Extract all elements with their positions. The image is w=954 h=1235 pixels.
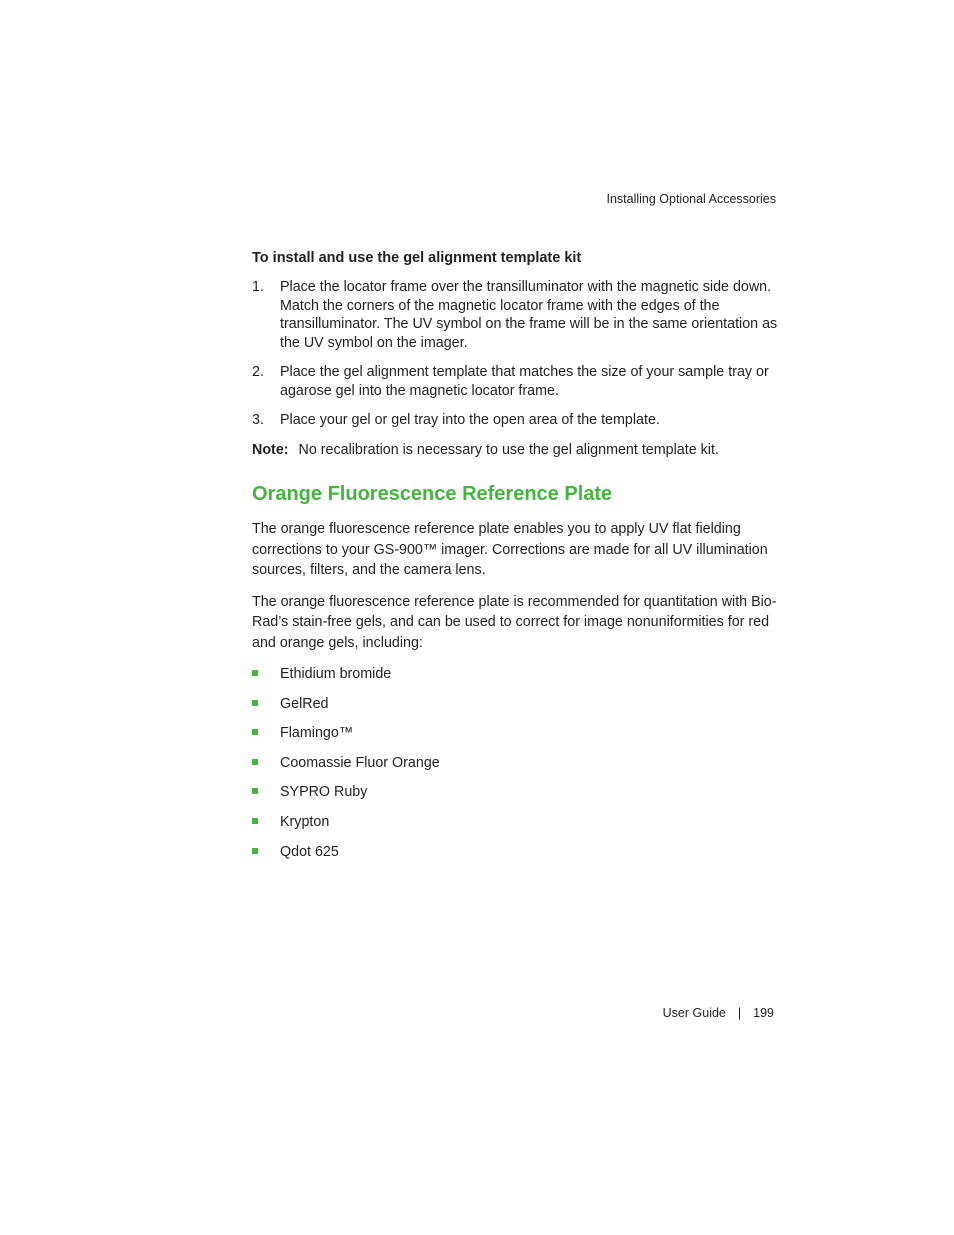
body-paragraph: The orange fluorescence reference plate is recommended for quantitation with Bio-Rad’s stain-free gels, and can be used to correct for image nonuniformities for red and orange gels, including: <box>252 593 777 651</box>
list-item <box>252 754 778 772</box>
list-item-text: Flamingo™ <box>280 725 354 742</box>
footer-separator: | <box>737 1006 742 1020</box>
bullet-square-icon <box>252 729 258 735</box>
list-item <box>252 783 778 801</box>
list-item <box>252 724 778 742</box>
footer-guide-label: User Guide <box>662 1006 726 1020</box>
procedure-steps <box>252 278 778 430</box>
list-item-text: Ethidium bromide <box>280 666 392 682</box>
list-item-text: Krypton <box>280 813 330 830</box>
bullet-square-icon <box>252 670 258 676</box>
bullet-square-icon <box>252 700 258 706</box>
list-item-text: SYPRO Ruby <box>280 784 368 801</box>
note <box>252 441 778 460</box>
stain-list <box>252 665 778 861</box>
list-item-text: Qdot 625 <box>280 843 339 860</box>
running-header: Installing Optional Accessories <box>606 192 776 206</box>
note-text: No recalibration is necessary to use the gel alignment template kit. <box>298 441 719 458</box>
step-number: 1. <box>252 279 264 295</box>
page-number: 199 <box>753 1006 774 1020</box>
list-item <box>252 843 778 861</box>
note-label: Note: <box>252 441 289 458</box>
step-text: Place your gel or gel tray into the open area of the template. <box>280 412 660 428</box>
page-content <box>252 248 778 872</box>
bullet-square-icon <box>252 759 258 765</box>
body-paragraph: The orange fluorescence reference plate enables you to apply UV flat fielding corrections to your GS-900™ imager. Corrections are made for all UV illumination sources, filters, and the camera lens. <box>252 521 768 578</box>
step-number: 3. <box>252 412 264 428</box>
bullet-square-icon <box>252 818 258 824</box>
step-text: Place the gel alignment template that matches the size of your sample tray or agarose gel into the magnetic locator frame. <box>280 364 769 399</box>
section-title: Orange Fluorescence Reference Plate <box>252 483 613 505</box>
procedure-heading: To install and use the gel alignment template kit <box>252 250 582 266</box>
step-text: Place the locator frame over the transilluminator with the magnetic side down. Match the corners of the magnetic locator frame with the edges of the transilluminator. The UV symbol on the frame will be in the same orientation as the UV symbol on the imager. <box>280 279 778 351</box>
page-footer <box>663 1006 774 1020</box>
list-item <box>252 695 778 713</box>
bullet-square-icon <box>252 788 258 794</box>
list-item-text: GelRed <box>280 695 329 712</box>
list-item <box>252 665 778 683</box>
bullet-square-icon <box>252 848 258 854</box>
list-item <box>252 813 778 831</box>
list-item-text: Coomassie Fluor Orange <box>280 754 440 771</box>
step-item <box>252 278 778 352</box>
step-item <box>252 411 778 430</box>
step-item <box>252 363 778 400</box>
step-number: 2. <box>252 364 264 380</box>
